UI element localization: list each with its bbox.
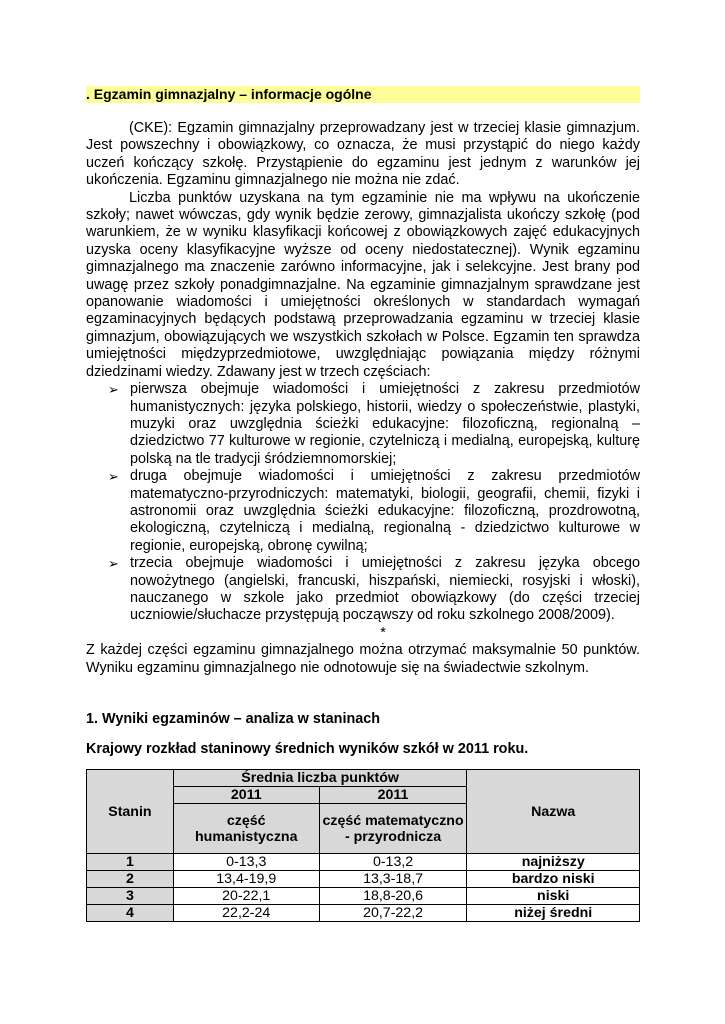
list-item: ➢ trzecia obejmuje wiadomości i umiejętności z zakresu języka obcego nowożytnego (angielski, francuski, hiszpański, niemiecki, rosyjski i włoski), nauczanego w szkole jako przedmiot obowiązkowy (do części trzeciej uczniowie/słuchacze przystępują począwszy od roku szkolnego 2008/2009). — [108, 555, 640, 624]
header-stanin: Stanin — [87, 770, 174, 854]
paragraph: (CKE): Egzamin gimnazjalny przeprowadzany jest w trzeciej klasie gimnazjum. Jest powszechny i obowiązkowy, co oznacza, że musi przystąpić do niego każdy uczeń kończący szkołę. Przystąpienie do egzaminu jest jednym z warunków jej ukończenia. Egzaminu gimnazjalnego nie można nie zdać. — [86, 120, 640, 189]
header-average-points: Średnia liczba punktów — [173, 770, 467, 787]
exam-parts-list — [86, 381, 640, 625]
arrow-bullet-icon: ➢ — [108, 556, 119, 572]
section-title: . Egzamin gimnazjalny – informacje ogólne — [86, 86, 640, 103]
table-row: 1 0-13,3 0-13,2 najniższy — [87, 854, 640, 871]
table-row: 4 22,2-24 20,7-22,2 niżej średni — [87, 905, 640, 922]
arrow-bullet-icon: ➢ — [108, 382, 119, 398]
header-part-math-science: część matematyczno - przyrodnicza — [319, 804, 467, 854]
body-text — [86, 120, 640, 677]
paragraph: Liczba punktów uzyskana na tym egzaminie nie ma wpływu na ukończenie szkoły; nawet wówczas, gdy wynik będzie zerowy, gimnazjalista ukończy szkołę (pod warunkiem, że w wyniku klasyfikacji końcowej z obowiązkowych zajęć edukacyjnych uzyska oceny klasyfikacyjne wyższe od oceny niedostatecznej). Wynik egzaminu gimnazjalnego ma znaczenie zarówno informacyjne, jak i selekcyjne. Jest brany pod uwagę przez szkoły ponadgimnazjalne. Na egzaminie gimnazjalnym sprawdzane jest opanowanie wiadomości i umiejętności określonych w standardach wymagań egzaminacyjnych będących podstawą przeprowadzania egzaminu w trzeciej klasie gimnazjum, obowiązujących we wszystkich szkołach w Polsce. Egzamin ten sprawdza umiejętności międzyprzedmiotowe, uwzględniając powiązania między różnymi dziedzinami wiedzy. Zdawany jest w trzech częściach: — [86, 189, 640, 380]
header-name: Nazwa — [467, 770, 640, 854]
separator-star: * — [380, 624, 386, 641]
list-item: ➢ pierwsza obejmuje wiadomości i umiejętności z zakresu przedmiotów humanistycznych: języka polskiego, historii, wiedzy o społeczeństwie, plastyki, muzyki oraz uwzględnia ścieżki edukacyjne: filozoficzną, regionalną – dziedzictwo 77 kulturowe w regionie, czytelniczą i medialną, europejską, kulturę polską na tle tradycji śródziemnomorskiej; — [108, 381, 640, 467]
table-caption: Krajowy rozkład staninowy średnich wyników szkół w 2011 roku. — [86, 741, 529, 757]
arrow-bullet-icon: ➢ — [108, 469, 119, 485]
header-part-humanities: część humanistyczna — [173, 804, 319, 854]
header-year: 2011 — [319, 787, 467, 804]
table-row: 2 13,4-19,9 13,3-18,7 bardzo niski — [87, 871, 640, 888]
paragraph: Z każdej części egzaminu gimnazjalnego można otrzymać maksymalnie 50 punktów. Wyniku egzaminu gimnazjalnego nie odnotowuje się na świadectwie szkolnym. — [86, 642, 640, 676]
stanin-table — [86, 769, 640, 922]
header-year: 2011 — [173, 787, 319, 804]
section-heading: 1. Wyniki egzaminów – analiza w staninach — [86, 711, 381, 727]
table-row: 3 20-22,1 18,8-20,6 niski — [87, 888, 640, 905]
list-item: ➢ druga obejmuje wiadomości i umiejętności z zakresu przedmiotów matematyczno-przyrodniczych: matematyki, biologii, geografii, chemii, fizyki i astronomii oraz uwzględnia ścieżki edukacyjne: filozoficzną, prozdrowotną, ekologiczną, czytelniczą i medialną, regionalną - dziedzictwo kulturowe w regionie, europejską, obronę cywilną; — [108, 468, 640, 554]
